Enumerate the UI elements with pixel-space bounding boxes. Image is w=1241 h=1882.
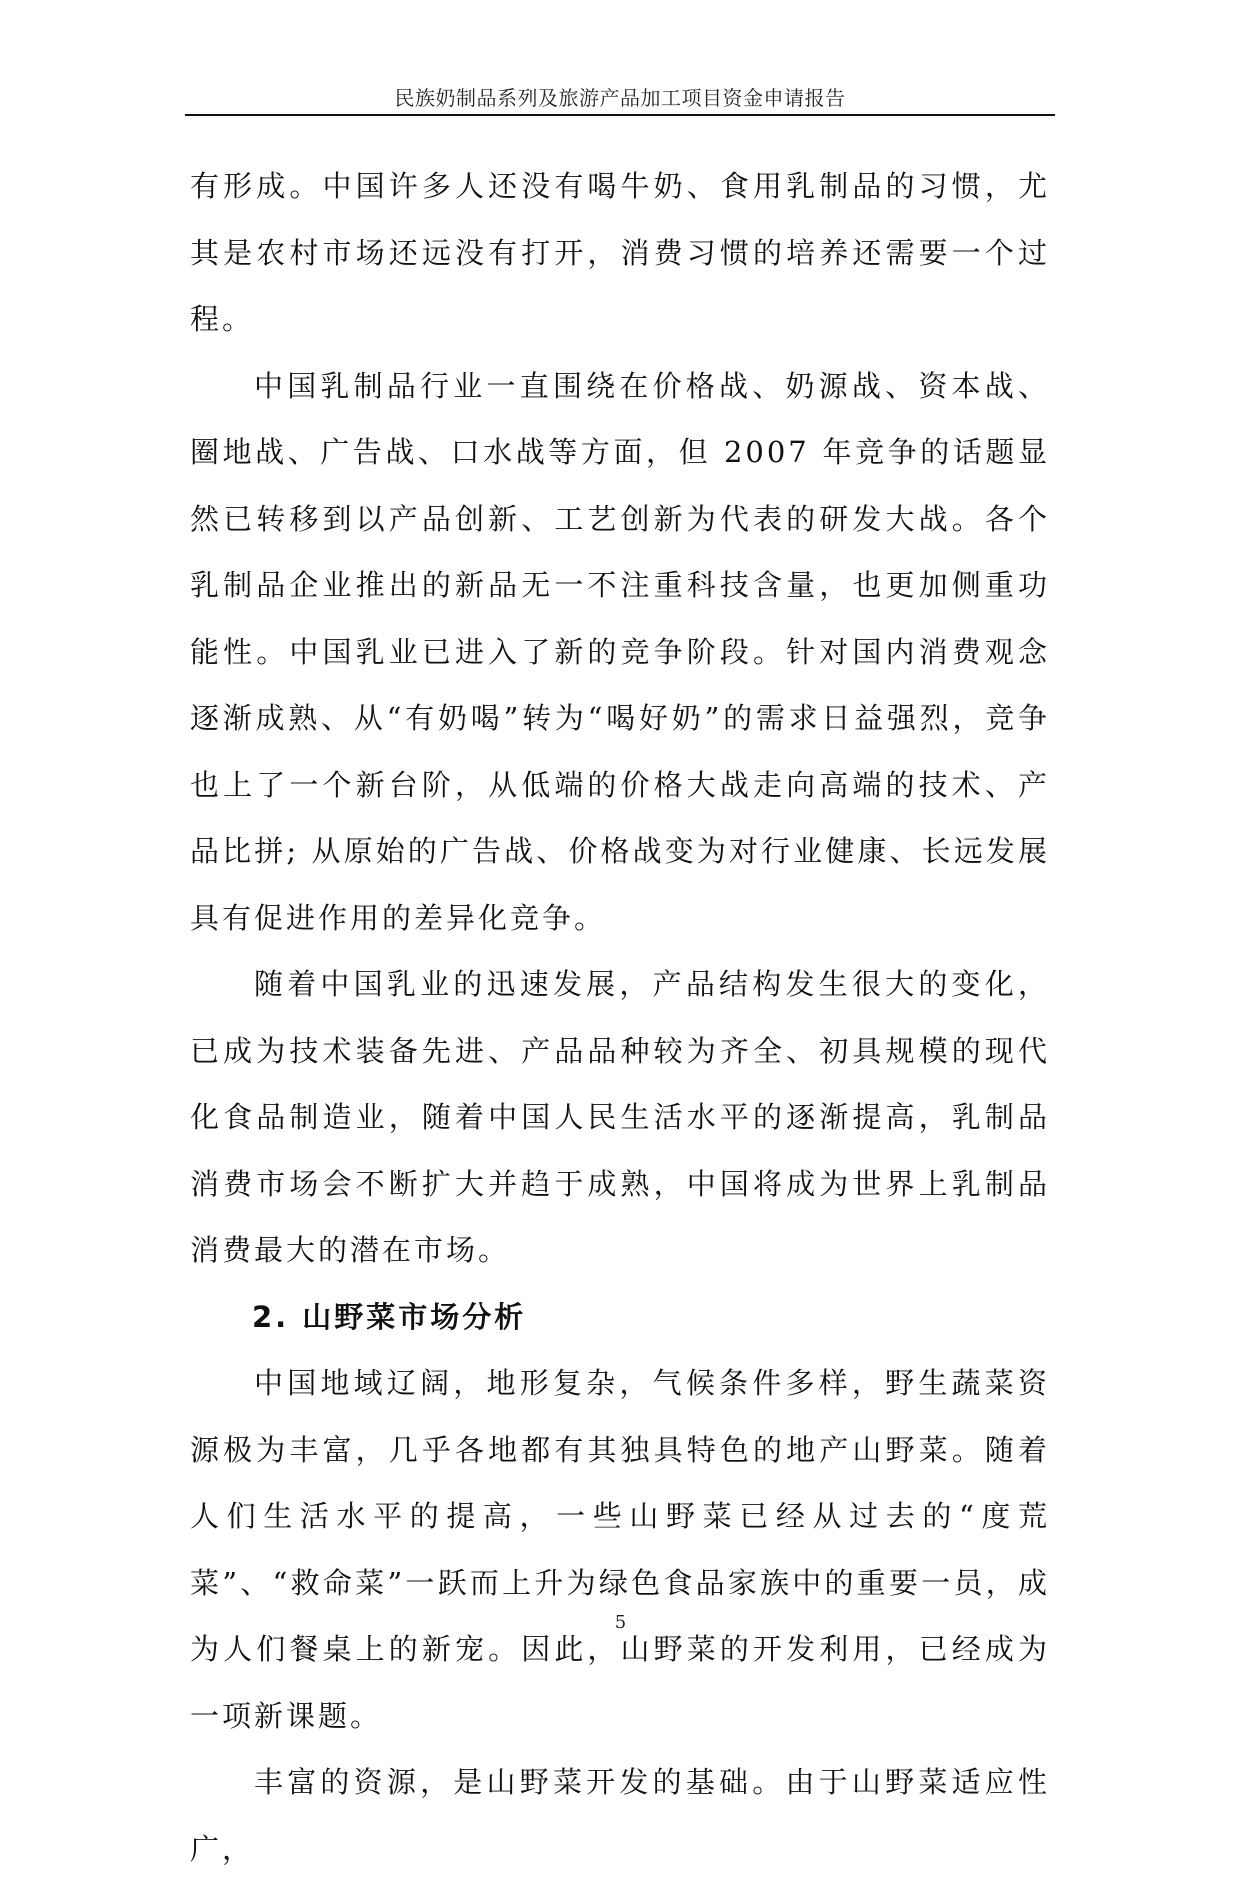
- paragraph-competition: 中国乳制品行业一直围绕在价格战、奶源战、资本战、圈地战、广告战、口水战等方面，但 2007 年竞争的话题显然已转移到以产品创新、工艺创新为代表的研发大战。各个乳制品企业推出的新品无一不注重科技含量，也更加侧重功能性。中国乳业已进入了新的竞争阶段。针对国内消费观念逐渐成熟、从“有奶喝”转为“喝好奶”的需求日益强烈，竞争也上了一个新台阶，从低端的价格大战走向高端的技术、产品比拼; 从原始的广告战、价格战变为对行业健康、长远发展具有促进作用的差异化竞争。: [190, 368, 1050, 935]
- page-number: 5: [614, 1612, 627, 1633]
- section-heading: 2. 山野菜市场分析: [252, 1299, 527, 1334]
- paragraph-wild-vegetables: 中国地域辽阔，地形复杂，气候条件多样，野生蔬菜资源极为丰富，几乎各地都有其独具特色的地产山野菜。随着人们生活水平的提高，一些山野菜已经从过去的“度荒菜”、“救命菜”一跃而上升为绿色食品家族中的重要一员，成为人们餐桌上的新宠。因此，山野菜的开发利用，已经成为一项新课题。: [190, 1366, 1050, 1733]
- paragraph-development: 随着中国乳业的迅速发展，产品结构发生很大的变化，已成为技术装备先进、产品品种较为齐全、初具规模的现代化食品制造业，随着中国人民生活水平的逐渐提高，乳制品消费市场会不断扩大并趋于成熟，中国将成为世界上乳制品消费最大的潜在市场。: [190, 967, 1050, 1267]
- header-divider: [185, 114, 1055, 116]
- paragraph-continuation: 有形成。中国许多人还没有喝牛奶、食用乳制品的习惯，尤其是农村市场还远没有打开，消费习惯的培养还需要一个过程。: [190, 169, 1050, 336]
- page-header: 民族奶制品系列及旅游产品加工项目资金申请报告: [394, 86, 846, 110]
- paragraph-resources: 丰富的资源，是山野菜开发的基础。由于山野菜适应性广，: [190, 1765, 1050, 1866]
